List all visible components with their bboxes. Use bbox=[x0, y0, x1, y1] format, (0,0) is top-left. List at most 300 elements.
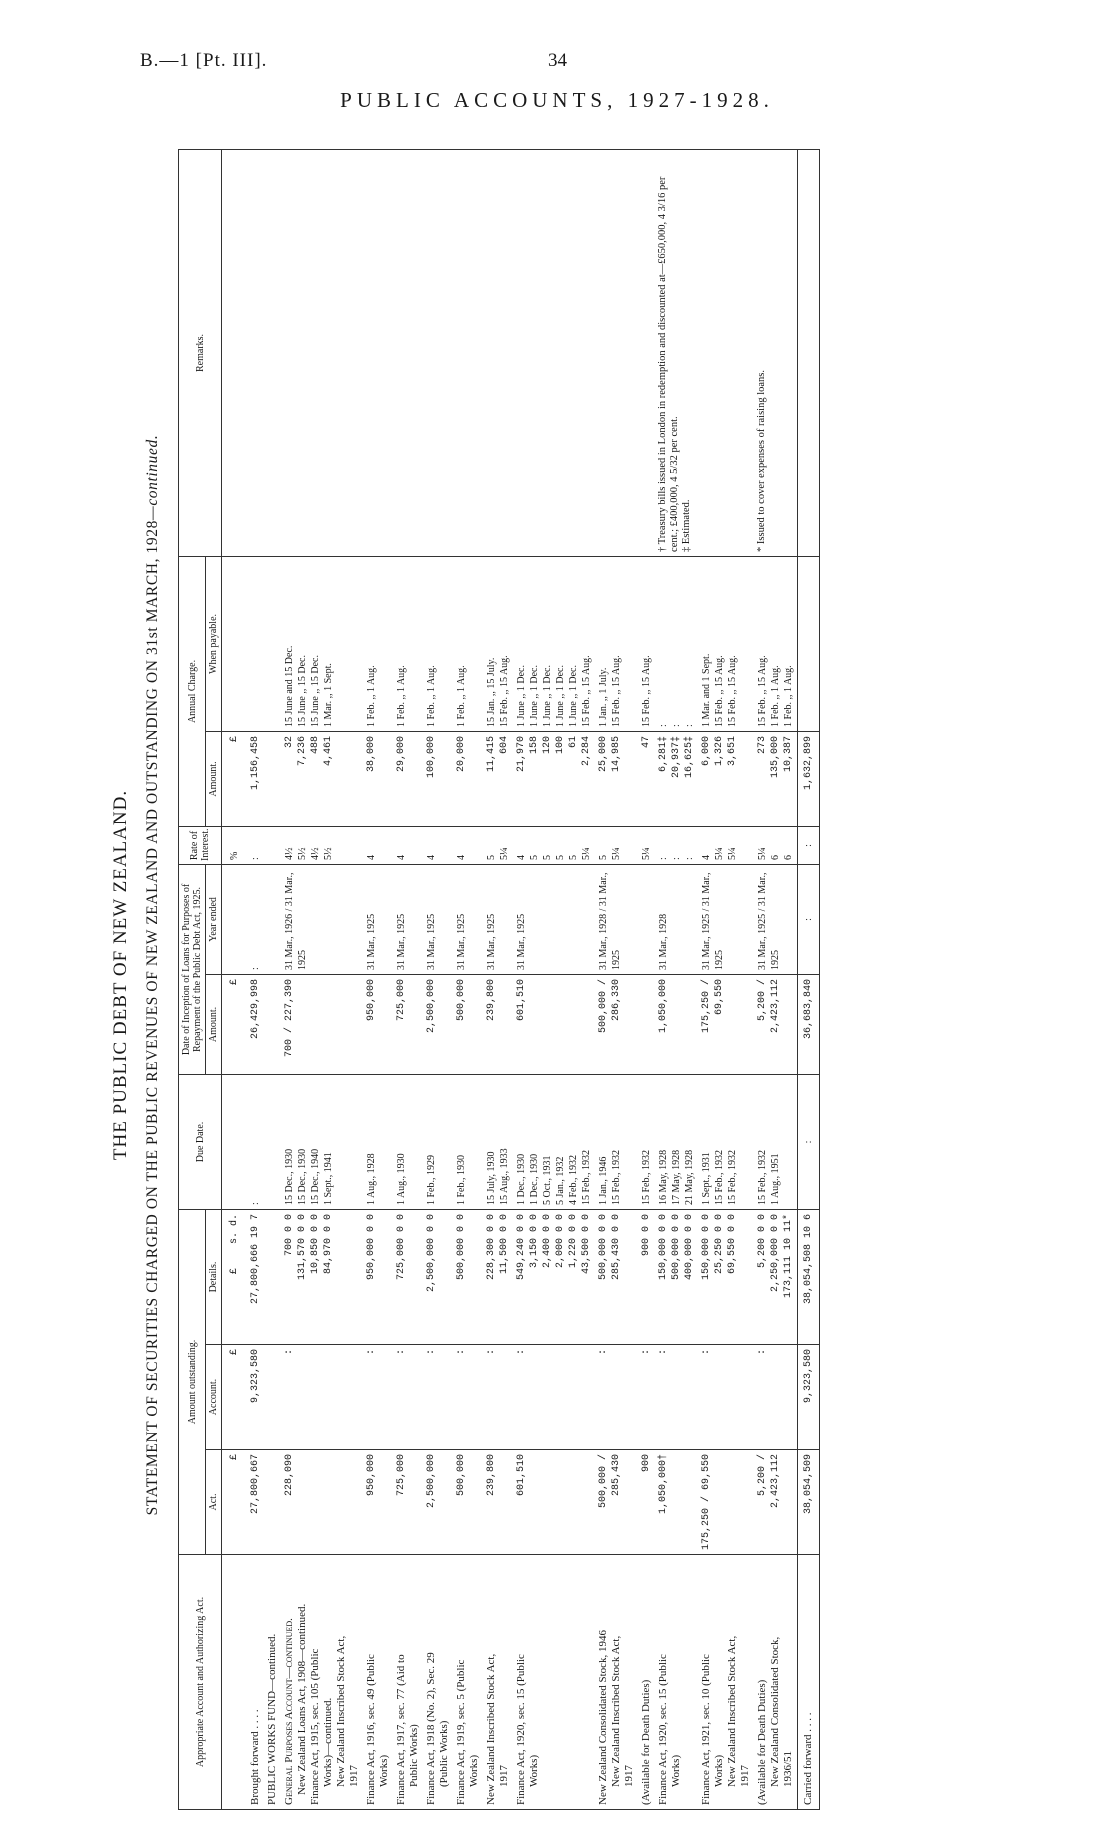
account-amount: : bbox=[638, 1345, 655, 1450]
remarks-cell: † Treasury bills issued in London in redemption and discounted at—£650,000, 4 3/16 per cent.; £400,000, 4 5/32 per cent. ‡ Estimated. bbox=[655, 149, 698, 556]
details-cell bbox=[453, 1210, 483, 1345]
payable-cell bbox=[595, 556, 638, 731]
charge-cell bbox=[513, 731, 595, 826]
remarks-cell bbox=[363, 149, 393, 556]
year-ended: 31 Mar., 1925 / 31 Mar., 1925 bbox=[754, 864, 798, 974]
payable-cell bbox=[638, 556, 655, 731]
rate-of-interest: 5¼ bbox=[757, 847, 768, 860]
charge-amount: 3,651 bbox=[727, 735, 738, 766]
when-payable: 1 Mar. ,, 1 Sept. bbox=[323, 663, 334, 727]
carried-forward-inception: 36,683,840 bbox=[798, 975, 820, 1075]
table-main-title: THE PUBLIC DEBT OF NEW ZEALAND. bbox=[110, 789, 131, 1161]
due-date: 1 Aug., 1951 bbox=[770, 1153, 781, 1205]
charge-amount: 11,415 bbox=[486, 735, 497, 772]
account-line: Works) bbox=[713, 1754, 725, 1787]
detail-amount: 173,111 10 11* bbox=[783, 1214, 794, 1299]
remarks-cell bbox=[423, 149, 453, 556]
year-ended: 31 Mar., 1925 / 31 Mar., 1925 bbox=[698, 864, 754, 974]
charge-amount: 120 bbox=[542, 735, 553, 754]
year-ended: 31 Mar., 1925 bbox=[513, 864, 595, 974]
rate-of-interest: : bbox=[250, 857, 261, 860]
publication-title: PUBLIC ACCOUNTS, 1927-1928. bbox=[340, 88, 774, 112]
charge-cell bbox=[655, 731, 698, 826]
account-amount: : bbox=[423, 1345, 453, 1450]
rate-of-interest: 5 bbox=[529, 854, 540, 860]
details-cell bbox=[698, 1210, 754, 1345]
details-cell bbox=[655, 1210, 698, 1345]
account-cell bbox=[281, 1555, 363, 1810]
details-cell bbox=[281, 1210, 363, 1345]
charge-amount: 135,000 bbox=[770, 735, 781, 778]
account-line: (Public Works) bbox=[438, 1720, 450, 1787]
public-debt-table bbox=[178, 149, 820, 1810]
details-cell bbox=[754, 1210, 798, 1345]
detail-amount: 500,000 0 0 bbox=[671, 1214, 682, 1281]
empty-cell bbox=[264, 1345, 281, 1450]
detail-amount: 400,000 0 0 bbox=[684, 1214, 695, 1281]
rate-of-interest: 5¼ bbox=[641, 847, 652, 860]
account-line: Works) bbox=[378, 1754, 390, 1787]
due-date: 15 Dec., 1940 bbox=[310, 1148, 321, 1205]
charge-amount: 47 bbox=[641, 735, 652, 748]
detail-amount: 2,400 0 0 bbox=[542, 1214, 553, 1269]
currency-rate: % bbox=[222, 826, 244, 864]
rate-of-interest: 4 bbox=[426, 854, 437, 860]
account-cell bbox=[483, 1555, 513, 1810]
details-cell bbox=[363, 1210, 393, 1345]
due-date: 1 Sept., 1931 bbox=[701, 1152, 712, 1205]
year-ended: 31 Mar., 1925 bbox=[453, 864, 483, 974]
empty-cell bbox=[264, 975, 281, 1075]
act-amount: 175,250 / 69,550 bbox=[698, 1450, 754, 1555]
when-payable: 1 Feb. ,, 1 Aug. bbox=[456, 665, 467, 727]
table-row bbox=[595, 149, 638, 1809]
col-inception: Date of Inception of Loans for Purposes of Repayment of the Public Debt Act, 1925. bbox=[179, 864, 206, 1074]
inception-amount: 500,000 / 286,330 bbox=[595, 975, 638, 1075]
charge-amount: 20,937‡ bbox=[671, 735, 682, 778]
when-payable: 15 Jan. ,, 15 July. bbox=[486, 657, 497, 727]
rate-of-interest: 5¼ bbox=[499, 847, 510, 860]
due-date: 4 Feb., 1932 bbox=[568, 1155, 579, 1205]
carried-forward-due-date: : bbox=[798, 1075, 820, 1210]
account-cell bbox=[393, 1555, 423, 1810]
due-date-cell bbox=[243, 1075, 264, 1210]
detail-amount: 285,430 0 0 bbox=[611, 1214, 622, 1281]
details-cell bbox=[423, 1210, 453, 1345]
inception-amount: 239,800 bbox=[483, 975, 513, 1075]
col-when-payable: When payable. bbox=[206, 556, 222, 731]
detail-amount: 228,300 0 0 bbox=[486, 1214, 497, 1281]
section-heading-row bbox=[264, 149, 281, 1809]
detail-amount: 2,250,000 0 0 bbox=[770, 1214, 781, 1293]
act-amount: 1,050,000† bbox=[655, 1450, 698, 1555]
rate-of-interest: 5 bbox=[486, 854, 497, 860]
col-appropriate-account: Appropriate Account and Authorizing Act. bbox=[179, 1555, 222, 1810]
charge-amount: 2,284 bbox=[581, 735, 592, 766]
charge-amount: 604 bbox=[499, 735, 510, 754]
due-date: 17 May, 1928 bbox=[671, 1149, 682, 1205]
charge-cell bbox=[453, 731, 483, 826]
account-amount: : bbox=[453, 1345, 483, 1450]
due-date-cell bbox=[655, 1075, 698, 1210]
payable-cell bbox=[513, 556, 595, 731]
due-date: 15 Feb., 1932 bbox=[641, 1150, 652, 1205]
landscape-page bbox=[110, 130, 1090, 1820]
account-amount: : bbox=[393, 1345, 423, 1450]
due-date-cell bbox=[453, 1075, 483, 1210]
remarks-cell bbox=[243, 149, 264, 556]
inception-amount: 725,000 bbox=[393, 975, 423, 1075]
due-date-cell bbox=[513, 1075, 595, 1210]
inception-amount: 175,250 / 69,550 bbox=[698, 975, 754, 1075]
subtitle-suffix: —continued. bbox=[144, 434, 161, 521]
act-amount: 500,000 bbox=[453, 1450, 483, 1555]
page-number: 34 bbox=[548, 50, 567, 71]
when-payable: 1 Feb. ,, 1 Aug. bbox=[366, 665, 377, 727]
charge-amount: 16,625‡ bbox=[684, 735, 695, 778]
payable-cell bbox=[754, 556, 798, 731]
when-payable: : bbox=[658, 724, 669, 727]
account-amount: : bbox=[655, 1345, 698, 1450]
due-date: 15 Feb., 1932 bbox=[727, 1150, 738, 1205]
detail-amount: 700 0 0 bbox=[284, 1214, 295, 1257]
when-payable: 1 Mar. and 1 Sept. bbox=[701, 653, 712, 727]
rate-of-interest: 4 bbox=[396, 854, 407, 860]
detail-amount: 150,000 0 0 bbox=[701, 1214, 712, 1281]
when-payable: 15 June ,, 15 Dec. bbox=[297, 655, 308, 727]
account-cell bbox=[698, 1555, 754, 1810]
rate-of-interest: 6 bbox=[770, 854, 781, 860]
when-payable: 1 June ,, 1 Dec. bbox=[542, 665, 553, 727]
account-cell bbox=[595, 1555, 638, 1810]
col-rate-of-interest: Rate of Interest. bbox=[179, 826, 222, 864]
table-row bbox=[698, 149, 754, 1809]
page-header bbox=[0, 0, 1114, 120]
due-date: 21 May, 1928 bbox=[684, 1149, 695, 1205]
details-cell bbox=[393, 1210, 423, 1345]
rate-of-interest: 5 bbox=[555, 854, 566, 860]
carried-forward-label: Carried forward . . . . bbox=[798, 1555, 820, 1810]
due-date-cell bbox=[595, 1075, 638, 1210]
charge-amount: 61 bbox=[568, 735, 579, 748]
rate-cell bbox=[483, 826, 513, 864]
remarks-cell: * Issued to cover expenses of raising loans. bbox=[754, 149, 798, 556]
account-line: Works) bbox=[528, 1754, 540, 1787]
act-amount: 500,000 / 285,430 bbox=[595, 1450, 638, 1555]
table-row bbox=[513, 149, 595, 1809]
account-line: New Zealand Inscribed Stock Act, bbox=[485, 1653, 497, 1805]
currency-details bbox=[222, 1210, 244, 1345]
table-row bbox=[655, 149, 698, 1809]
rate-of-interest: 4 bbox=[701, 854, 712, 860]
when-payable: 15 Feb. ,, 15 Aug. bbox=[611, 655, 622, 727]
when-payable: 1 June ,, 1 Dec. bbox=[529, 665, 540, 727]
due-date-cell bbox=[754, 1075, 798, 1210]
due-date: 16 May, 1928 bbox=[658, 1149, 669, 1205]
section-heading: PUBLIC WORKS FUND—continued. bbox=[264, 1555, 281, 1810]
due-date: 15 Dec., 1930 bbox=[297, 1148, 308, 1205]
due-date-cell bbox=[638, 1075, 655, 1210]
details-cell bbox=[595, 1210, 638, 1345]
charge-amount: 29,000 bbox=[396, 735, 407, 772]
rate-of-interest: 5¼ bbox=[581, 847, 592, 860]
detail-amount: 549,240 0 0 bbox=[516, 1214, 527, 1281]
act-amount: 900 bbox=[638, 1450, 655, 1555]
charge-amount: 4,461 bbox=[323, 735, 334, 766]
carried-forward-act: 38,054,509 bbox=[798, 1450, 820, 1555]
charge-cell bbox=[754, 731, 798, 826]
charge-cell bbox=[423, 731, 453, 826]
due-date: 1 Dec., 1930 bbox=[516, 1153, 527, 1205]
table-header bbox=[179, 149, 222, 1809]
year-ended: 31 Mar., 1925 bbox=[423, 864, 453, 974]
col-account: Account. bbox=[206, 1345, 222, 1450]
due-date: 1 Feb., 1930 bbox=[456, 1155, 467, 1205]
charge-amount: 273 bbox=[757, 735, 768, 754]
subtitle-text: STATEMENT OF SECURITIES CHARGED ON THE PUBLIC REVENUES OF NEW ZEALAND AND OUTSTANDING ON 31st MARCH, 1928 bbox=[144, 520, 161, 1516]
account-line: New Zealand Inscribed Stock Act, bbox=[335, 1635, 347, 1787]
currency-act: £ bbox=[222, 1450, 244, 1555]
due-date: 1 Feb., 1929 bbox=[426, 1155, 437, 1205]
currency-inception: £ bbox=[222, 975, 244, 1075]
year-ended: 31 Mar., 1925 bbox=[483, 864, 513, 974]
due-date-cell bbox=[281, 1075, 363, 1210]
rate-of-interest: 5¼ bbox=[727, 847, 738, 860]
rate-of-interest: 4 bbox=[456, 854, 467, 860]
detail-amount: 43,500 0 0 bbox=[581, 1214, 592, 1275]
detail-amount: 950,000 0 0 bbox=[366, 1214, 377, 1281]
inception-amount: 1,050,000 bbox=[655, 975, 698, 1075]
account-line: New Zealand Consolidated Stock, bbox=[769, 1636, 781, 1787]
col-remarks: Remarks. bbox=[179, 149, 222, 556]
charge-amount: 20,000 bbox=[456, 735, 467, 772]
account-line: New Zealand Inscribed Stock Act, bbox=[726, 1635, 738, 1787]
due-date: 1 Aug., 1930 bbox=[396, 1153, 407, 1205]
remarks-cell bbox=[698, 149, 754, 556]
table-subtitle bbox=[144, 130, 162, 1820]
rate-of-interest: : bbox=[658, 857, 669, 860]
when-payable: 15 Feb. ,, 15 Aug. bbox=[727, 655, 738, 727]
inception-amount: 2,500,000 bbox=[423, 975, 453, 1075]
detail-amount: 84,970 0 0 bbox=[323, 1214, 334, 1275]
carried-forward-year: : bbox=[798, 864, 820, 974]
table-row bbox=[638, 149, 655, 1809]
empty-cell bbox=[264, 556, 281, 731]
inception-amount bbox=[638, 975, 655, 1075]
account-amount: : bbox=[281, 1345, 363, 1450]
col-inception-amount: Amount. bbox=[206, 975, 222, 1075]
due-date: 1 Sept., 1941 bbox=[323, 1152, 334, 1205]
table-row bbox=[423, 149, 453, 1809]
table-row bbox=[483, 149, 513, 1809]
remarks-cell bbox=[638, 149, 655, 556]
year-ended: 31 Mar., 1928 / 31 Mar., 1925 bbox=[595, 864, 638, 974]
account-amount: : bbox=[595, 1345, 638, 1450]
charge-amount: 1,156,458 bbox=[250, 735, 261, 790]
due-date: : bbox=[250, 1202, 261, 1205]
rate-of-interest: 4 bbox=[366, 854, 377, 860]
when-payable: 15 Feb. ,, 15 Aug. bbox=[757, 655, 768, 727]
charge-cell bbox=[638, 731, 655, 826]
table-row bbox=[243, 149, 264, 1809]
account-line: (Available for Death Duties) bbox=[640, 1679, 652, 1805]
carried-forward-details: 38,054,508 10 6 bbox=[798, 1210, 820, 1345]
when-payable: 1 June ,, 1 Dec. bbox=[555, 665, 566, 727]
account-cell bbox=[453, 1555, 483, 1810]
empty-cell bbox=[264, 731, 281, 826]
empty-cell bbox=[264, 1075, 281, 1210]
account-amount: : bbox=[513, 1345, 595, 1450]
rate-of-interest: 4½ bbox=[310, 847, 321, 860]
due-date: 15 Dec., 1930 bbox=[284, 1148, 295, 1205]
when-payable: : bbox=[671, 724, 682, 727]
account-subheading: New Zealand Loans Act, 1908—continued. bbox=[296, 1603, 308, 1795]
empty-cell bbox=[264, 864, 281, 974]
inception-amount: 5,200 / 2,423,112 bbox=[754, 975, 798, 1075]
account-line: (Available for Death Duties) bbox=[756, 1679, 768, 1805]
currency-shillings: s. bbox=[229, 1232, 240, 1245]
account-line: 1917 bbox=[739, 1765, 751, 1787]
details-cell bbox=[513, 1210, 595, 1345]
charge-cell bbox=[393, 731, 423, 826]
account-line: Works)—continued. bbox=[322, 1697, 334, 1787]
account-line: New Zealand Inscribed Stock Act, bbox=[610, 1635, 622, 1787]
detail-amount: 1,220 0 0 bbox=[568, 1214, 579, 1269]
rate-cell bbox=[281, 826, 363, 864]
account-line: Works) bbox=[670, 1754, 682, 1787]
act-amount: 725,000 bbox=[393, 1450, 423, 1555]
when-payable: : bbox=[684, 724, 695, 727]
rate-of-interest: 5½ bbox=[297, 847, 308, 860]
rate-of-interest: 5¼ bbox=[714, 847, 725, 860]
table-body bbox=[243, 149, 798, 1809]
charge-amount: 25,000 bbox=[598, 735, 609, 772]
due-date: 1 Aug., 1928 bbox=[366, 1153, 377, 1205]
due-date-cell bbox=[393, 1075, 423, 1210]
act-amount: 5,200 / 2,423,112 bbox=[754, 1450, 798, 1555]
col-due-date: Due Date. bbox=[179, 1075, 222, 1210]
carried-forward-row bbox=[798, 149, 820, 1809]
rate-cell bbox=[595, 826, 638, 864]
payable-cell bbox=[453, 556, 483, 731]
account-line: 1917 bbox=[348, 1765, 360, 1787]
due-date: 15 Aug., 1933 bbox=[499, 1148, 510, 1205]
empty-cell bbox=[264, 826, 281, 864]
rate-of-interest: : bbox=[671, 857, 682, 860]
col-amount-outstanding: Amount outstanding. bbox=[179, 1210, 206, 1555]
detail-amount: 2,000 0 0 bbox=[555, 1214, 566, 1269]
payable-cell bbox=[393, 556, 423, 731]
carried-forward-charge: 1,632,899 bbox=[798, 731, 820, 826]
col-details: Details. bbox=[206, 1210, 222, 1345]
charge-amount: 1,326 bbox=[714, 735, 725, 766]
due-date-cell bbox=[698, 1075, 754, 1210]
inception-amount: 500,000 bbox=[453, 975, 483, 1075]
act-amount: 950,000 bbox=[363, 1450, 393, 1555]
rate-of-interest: 5½ bbox=[323, 847, 334, 860]
year-ended: 31 Mar., 1925 bbox=[363, 864, 393, 974]
rate-of-interest: 5 bbox=[568, 854, 579, 860]
rate-cell bbox=[513, 826, 595, 864]
details-cell bbox=[243, 1210, 264, 1345]
act-amount: 2,500,000 bbox=[423, 1450, 453, 1555]
table-row bbox=[363, 149, 393, 1809]
col-annual-charge: Annual Charge. bbox=[179, 556, 206, 826]
col-act: Act. bbox=[206, 1450, 222, 1555]
detail-amount: 10,850 0 0 bbox=[310, 1214, 321, 1275]
inception-amount: 601,510 bbox=[513, 975, 595, 1075]
account-cell bbox=[638, 1555, 655, 1810]
table-row bbox=[754, 149, 798, 1809]
due-date: 15 July, 1930 bbox=[486, 1151, 497, 1205]
account-line: Finance Act, 1916, sec. 49 (Public bbox=[365, 1654, 377, 1805]
detail-amount: 69,550 0 0 bbox=[727, 1214, 738, 1275]
charge-cell bbox=[363, 731, 393, 826]
rate-cell bbox=[363, 826, 393, 864]
due-date-cell bbox=[363, 1075, 393, 1210]
rate-cell bbox=[638, 826, 655, 864]
carried-forward-payable bbox=[798, 556, 820, 731]
account-line: 1917 bbox=[498, 1765, 510, 1787]
due-date: 15 Feb., 1932 bbox=[714, 1150, 725, 1205]
details-cell bbox=[638, 1210, 655, 1345]
account-line: Finance Act, 1918 (No. 2), Sec. 29 bbox=[425, 1652, 437, 1805]
when-payable: 1 Feb. ,, 1 Aug. bbox=[426, 665, 437, 727]
due-date: 1 Jan., 1946 bbox=[598, 1156, 609, 1205]
charge-amount: 6,281‡ bbox=[658, 735, 669, 772]
payable-cell bbox=[423, 556, 453, 731]
charge-amount: 21,970 bbox=[516, 735, 527, 772]
charge-amount: 158 bbox=[529, 735, 540, 754]
detail-amount: 25,250 0 0 bbox=[714, 1214, 725, 1275]
details-cell bbox=[483, 1210, 513, 1345]
act-amount: 228,090 bbox=[281, 1450, 363, 1555]
rate-cell bbox=[243, 826, 264, 864]
detail-amount: 500,000 0 0 bbox=[598, 1214, 609, 1281]
currency-pound: £ bbox=[229, 1268, 240, 1275]
detail-amount: 131,570 0 0 bbox=[297, 1214, 308, 1281]
detail-amount: 500,000 0 0 bbox=[456, 1214, 467, 1281]
account-cell bbox=[243, 1555, 264, 1810]
account-line: Brought forward . . . . bbox=[249, 1709, 261, 1805]
account-line: 1936/51 bbox=[782, 1750, 794, 1787]
part-reference: B.—1 [Pt. III]. bbox=[140, 50, 268, 71]
rate-cell bbox=[453, 826, 483, 864]
payable-cell bbox=[363, 556, 393, 731]
account-cell bbox=[423, 1555, 453, 1810]
when-payable: 15 Feb. ,, 15 Aug. bbox=[714, 655, 725, 727]
charge-amount: 38,000 bbox=[366, 735, 377, 772]
charge-cell bbox=[281, 731, 363, 826]
account-amount: : bbox=[363, 1345, 393, 1450]
act-amount: 239,800 bbox=[483, 1450, 513, 1555]
empty-cell bbox=[264, 1210, 281, 1345]
rate-cell bbox=[655, 826, 698, 864]
charge-amount: 100 bbox=[555, 735, 566, 754]
when-payable: 15 Feb. ,, 15 Aug. bbox=[641, 655, 652, 727]
charge-amount: 7,236 bbox=[297, 735, 308, 766]
account-line: Works) bbox=[468, 1754, 480, 1787]
account-amount: : bbox=[754, 1345, 798, 1450]
currency-row bbox=[222, 149, 244, 1809]
charge-cell bbox=[698, 731, 754, 826]
charge-cell bbox=[483, 731, 513, 826]
account-cell bbox=[655, 1555, 698, 1810]
account-cell bbox=[363, 1555, 393, 1810]
empty-cell bbox=[264, 1450, 281, 1555]
charge-cell bbox=[595, 731, 638, 826]
currency-account: £ bbox=[222, 1345, 244, 1450]
